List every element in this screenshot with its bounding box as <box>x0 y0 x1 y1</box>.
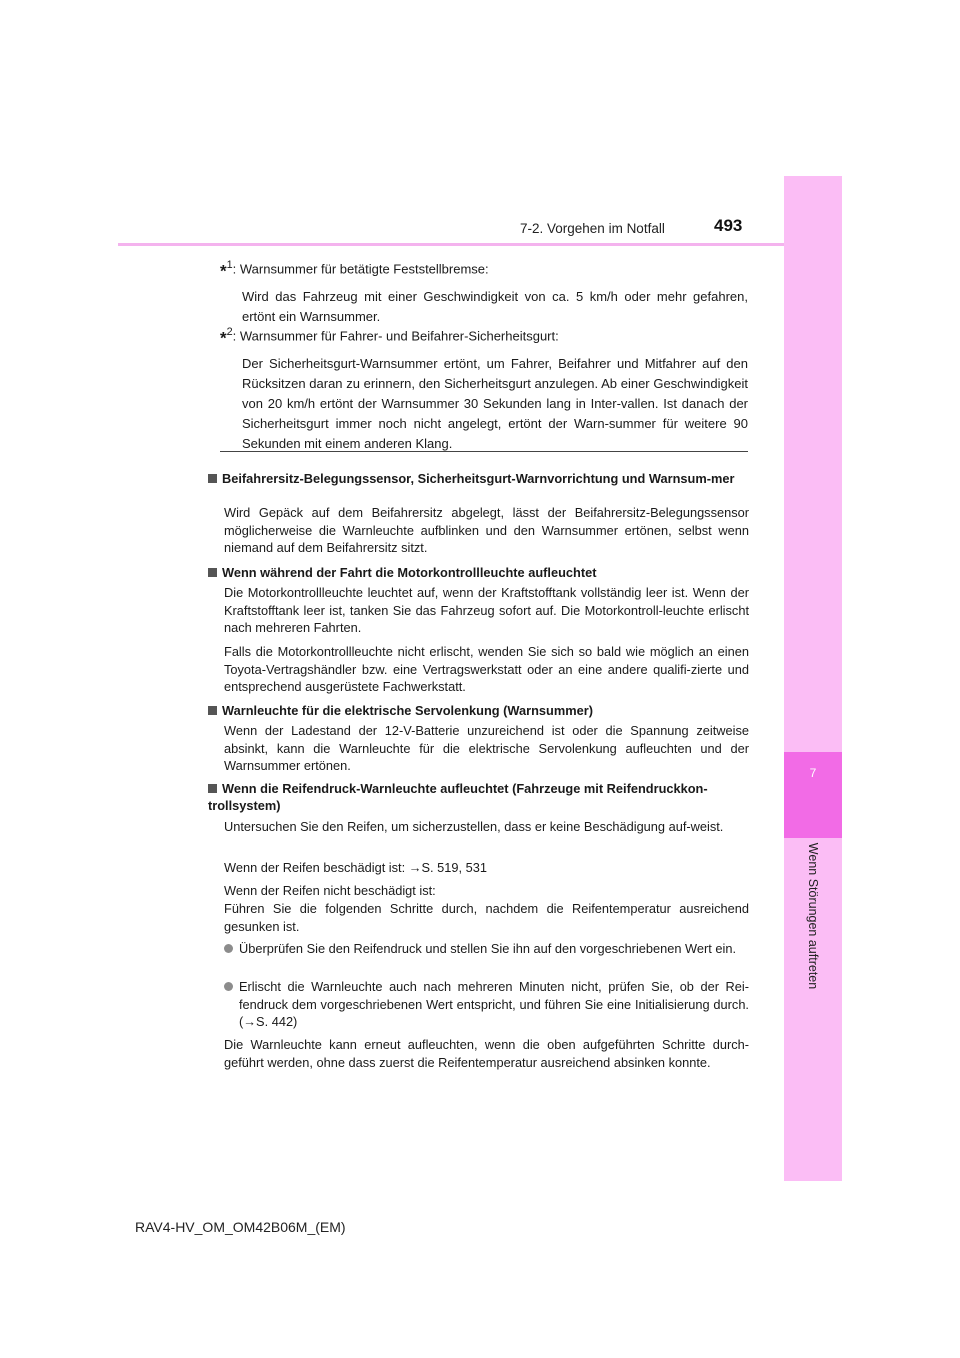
chapter-number-box <box>784 752 842 838</box>
paragraph: Untersuchen Sie den Reifen, um sicherzustellen, dass er keine Beschädigung auf-weist. <box>224 819 724 834</box>
section-heading: Wenn die Reifendruck-Warnleuchte aufleuchtet (Fahrzeuge mit Reifendruckkon-trollsystem) <box>208 781 708 813</box>
footnote-star: * <box>220 328 227 348</box>
chapter-side-tab <box>784 176 842 1181</box>
square-bullet-icon <box>208 706 217 715</box>
square-bullet-icon <box>208 784 217 793</box>
footnote-body: Wird das Fahrzeug mit einer Geschwindigkeit von ca. 5 km/h oder mehr gefahren, ertönt ein Warnsummer. <box>242 289 748 325</box>
section-divider <box>220 451 748 452</box>
footnote-title: : Warnsummer für betätigte Feststellbremse: <box>232 261 489 277</box>
chapter-title: Wenn Störungen auftreten <box>806 842 820 990</box>
header-rule <box>118 243 784 246</box>
footnote-title: : Warnsummer für Fahrer- und Beifahrer-Sicherheitsgurt: <box>232 328 559 344</box>
paragraph: Führen Sie die folgenden Schritte durch, nachdem die Reifentemperatur ausreichend gesunken ist. <box>224 901 749 934</box>
footnote-1 <box>220 255 748 327</box>
section-heading: Beifahrersitz-Belegungssensor, Sicherheitsgurt-Warnvorrichtung und Warnsum-mer <box>208 470 750 487</box>
chapter-number: 7 <box>809 766 817 780</box>
paragraph: Falls die Motorkontrollleuchte nicht erlischt, wenden Sie sich so bald wie möglich an einen Toyota-Vertragshändler bzw. eine Vertragswerkstatt oder an eine andere qualifi-zierte und entsprechend ausgerüstete Fachwerkstatt. <box>224 644 749 694</box>
list-item: Erlischt die Warnleuchte auch nach mehreren Minuten nicht, prüfen Sie, ob der Rei-fendruck dem vorgeschriebenen Wert entspricht, und führen Sie eine Initialisierung durch. (→S. 442) <box>224 978 749 1031</box>
section-title: 7-2. Vorgehen im Notfall <box>520 221 665 236</box>
paragraph: Die Motorkontrollleuchte leuchtet auf, wenn der Kraftstofftank vollständig leer ist. Wenn der Kraftstofftank leer ist, tanken Sie das Fahrzeug sofort auf. Die Motorkontroll-leuchte erlischt nach mehreren Fahrten. <box>224 585 749 635</box>
paragraph: Wird Gepäck auf dem Beifahrersitz abgelegt, lässt der Beifahrersitz-Belegungssensor möglicherweise die Warnleuchte aufblinken und den Warnsummer ertönen, selbst wenn niemand auf dem Beifahrersitz sitzt. <box>224 505 749 555</box>
paragraph: Wenn der Reifen beschädigt ist: →S. 519, 531 <box>224 860 487 875</box>
paragraph: Wenn der Reifen nicht beschädigt ist: <box>224 883 436 898</box>
footnote-marker: 2 <box>226 326 233 338</box>
list-item: Überprüfen Sie den Reifendruck und stellen Sie ihn auf den vorgeschriebenen Wert ein. <box>224 940 749 958</box>
square-bullet-icon <box>208 568 217 577</box>
section-heading: Wenn während der Fahrt die Motorkontrollleuchte aufleuchtet <box>208 564 750 581</box>
footnote-2 <box>220 322 748 454</box>
round-bullet-icon <box>224 944 233 953</box>
paragraph: Die Warnleuchte kann erneut aufleuchten, wenn die oben aufgeführten Schritte durch-geführt werden, ohne dass zuerst die Reifentemperatur ausreichend absinken konnte. <box>224 1037 749 1070</box>
footnote-body: Der Sicherheitsgurt-Warnsummer ertönt, um Fahrer, Beifahrer und Mitfahrer auf den Rücksitzen daran zu erinnern, den Sicherheitsgurt anzulegen. Ab einer Geschwindigkeit von 20 km/h ertönt der Warnsummer 30 Sekunden lang in Inter-vallen. Ist danach der Sicherheitsgurt immer noch nicht angelegt, ertönt der Warn-summer für weitere 90 Sekunden mit einem anderen Klang. <box>242 356 748 452</box>
section-heading: Warnleuchte für die elektrische Servolenkung (Warnsummer) <box>208 702 750 719</box>
document-code: RAV4-HV_OM_OM42B06M_(EM) <box>135 1219 346 1235</box>
footnote-marker: 1 <box>226 259 233 271</box>
round-bullet-icon <box>224 982 233 991</box>
square-bullet-icon <box>208 474 217 483</box>
footnote-star: * <box>220 261 227 281</box>
paragraph: Wenn der Ladestand der 12-V-Batterie unzureichend ist oder die Spannung zeitweise absinkt, kann die Warnleuchte für die elektrische Servolenkung aufleuchten und der Warnsummer ertönen. <box>224 723 749 773</box>
page-number: 493 <box>714 216 743 235</box>
